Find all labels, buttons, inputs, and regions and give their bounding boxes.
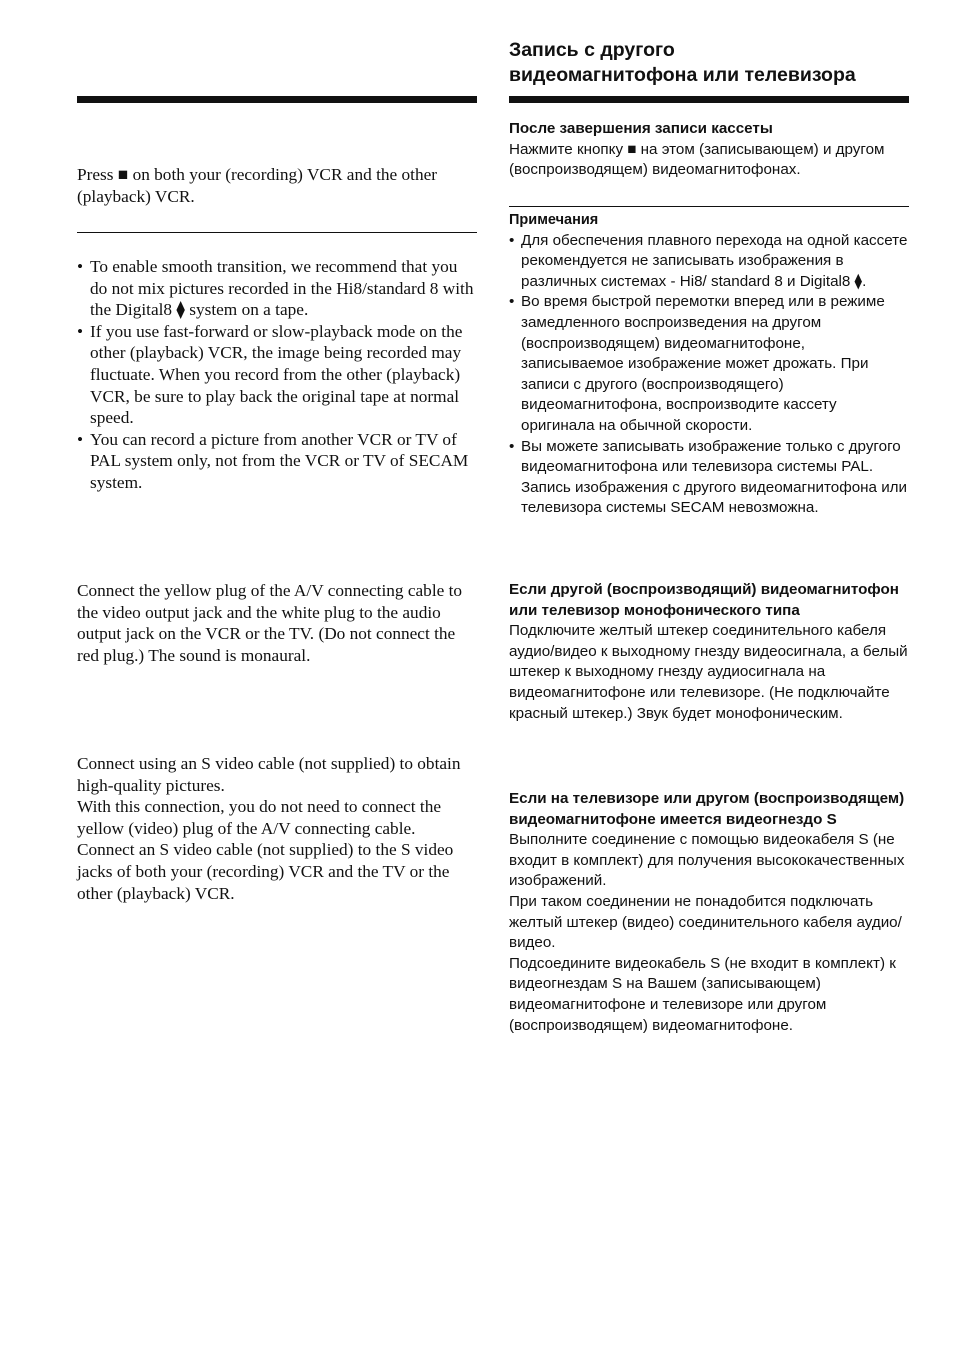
section-rule: [77, 96, 477, 103]
notes-list: [77, 256, 477, 494]
section-rule: [509, 96, 909, 103]
s-video-text-3: Connect an S video cable (not supplied) to the S video jacks of both your (recording) VCR and the TV or the other (playback) VCR.: [77, 840, 454, 903]
s-video-text-1: Выполните соединение с помощью видеокабеля S (не входит в комплект) для получения высококачественных изображений.: [509, 831, 905, 890]
notes-rule: [77, 232, 477, 233]
s-video-section: [77, 753, 477, 904]
after-recording-heading: После завершения записи кассеты: [509, 120, 773, 137]
note-item: • You can record a picture from another VCR or TV of PAL system only, not from the VCR or TV of SECAM system.: [77, 429, 477, 494]
notes-list: [509, 231, 909, 519]
note-item: • If you use fast-forward or slow-playback mode on the other (playback) VCR, the image being recorded may fluctuate. When you record from the other (playback) VCR, be sure to play back the original tape at normal speed.: [77, 321, 477, 429]
after-recording-text: Нажмите кнопку ■ на этом (записывающем) и другом (воспроизводящем) видеомагнитофонах.: [509, 140, 885, 179]
notes-section: [509, 210, 909, 519]
s-video-heading: Если на телевизоре или другом (воспроизводящем) видеомагнитофоне имеется видеогнездо S: [509, 790, 905, 828]
after-recording-text: Press ■ on both your (recording) VCR and the other (playback) VCR.: [77, 165, 438, 206]
mono-text: Подключите желтый штекер соединительного кабеля аудио/видео к выходному гнезду видеосигнала, а белый штекер к выходному гнезду аудиосигнала на видеомагнитофоне или телевизоре. (Не подключайте красный штекер.) Звук будет монофоническим.: [509, 622, 908, 722]
page-title-line-2: видеомагнитофона или телевизора: [509, 64, 856, 86]
page-title-line-1: Запись с другого: [509, 39, 675, 61]
notes-rule: [509, 206, 909, 207]
note-item: • Вы можете записывать изображение только с другого видеомагнитофона или телевизора системы PAL. Запись изображения с другого видеомагнитофона или телевизора системы SECAM невозможна.: [509, 437, 909, 519]
s-video-section: [509, 789, 909, 1036]
page-title: [509, 38, 909, 88]
note-item: • To enable smooth transition, we recommend that you do not mix pictures recorded in the Hi8/standard 8 with the Digital8 ⧫ system on a tape.: [77, 256, 477, 321]
note-item: • Во время быстрой перемотки вперед или в режиме замедленного воспроизведения на другом (воспроизводящем) видеомагнитофоне, записываемое изображение может дрожать. При записи с другого (воспроизводящего) видеомагнитофона, воспроизводите кассету оригинала на обычной скорости.: [509, 292, 909, 436]
mono-section: [509, 580, 909, 724]
s-video-text-3: Подсоедините видеокабель S (не входит в комплект) к видеогнездам S на Вашем (записывающем) видеомагнитофоне и телевизоре или другом (воспроизводящем) видеомагнитофоне.: [509, 954, 896, 1034]
after-recording-section: [509, 119, 909, 181]
notes-heading: Примечания: [509, 212, 599, 228]
s-video-text-2: With this connection, you do not need to connect the yellow (video) plug of the A/V connecting cable.: [77, 797, 442, 838]
s-video-text-2: При таком соединении не понадобится подключать желтый штекер (видео) соединительного кабеля аудио/видео.: [509, 892, 902, 952]
mono-heading: Если другой (воспроизводящий) видеомагнитофон или телевизор монофонического типа: [509, 581, 899, 619]
s-video-text-1: Connect using an S video cable (not supplied) to obtain high-quality pictures.: [77, 754, 461, 795]
monaural-text: Connect the yellow plug of the A/V connecting cable to the video output jack and the white plug to the audio output jack on the VCR or the TV. (Do not connect the red plug.) The sound is monaural.: [77, 581, 463, 665]
note-item: • Для обеспечения плавного перехода на одной кассете рекомендуется не записывать изображения в различных системах - Hi8/ standard 8 и Digital8 ⧫.: [509, 231, 909, 293]
